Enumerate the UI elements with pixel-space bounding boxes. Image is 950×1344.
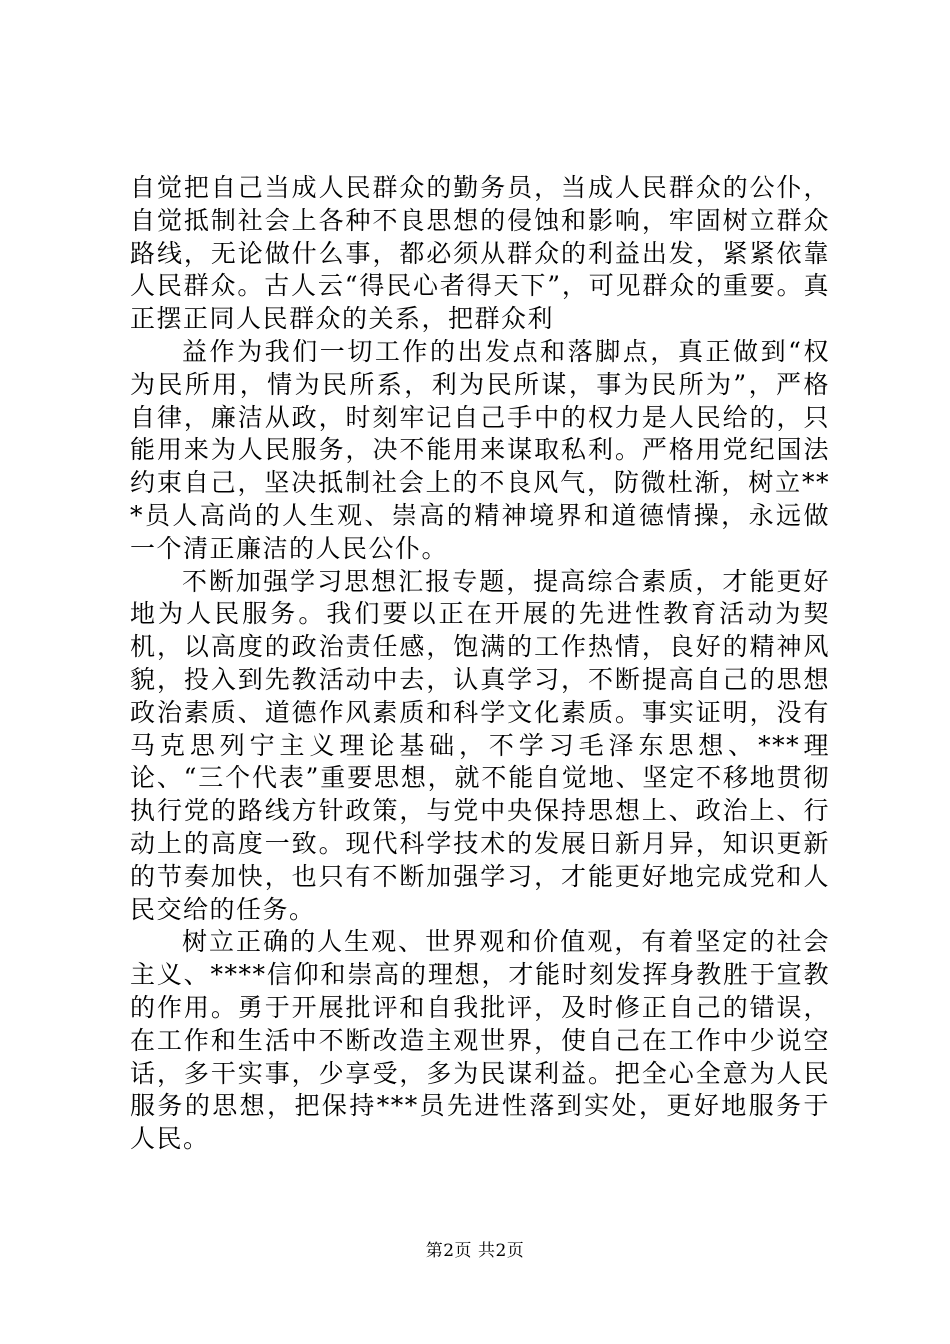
paragraph-1: 自觉把自己当成人民群众的勤务员，当成人民群众的公仆，自觉抵制社会上各种不良思想的侵蚀和影响，牢固树立群众路线，无论做什么事，都必须从群众的利益出发，紧紧依靠人民群众。古人云“得民心者得天下”，可见群众的重要。真正摆正同人民群众的关系，把群众利 [130, 173, 830, 334]
paragraph-3: 不断加强学习思想汇报专题，提高综合素质，才能更好地为人民服务。我们要以正在开展的先进性教育活动为契机，以高度的政治责任感，饱满的工作热情，良好的精神风貌，投入到先教活动中去，认真学习，不断提高自己的思想政治素质、道德作风素质和科学文化素质。事实证明，没有马克思列宁主义理论基础，不学习毛泽东思想、***理论、“三个代表”重要思想，就不能自觉地、坚定不移地贯彻执行党的路线方针政策，与党中央保持思想上、政治上、行动上的高度一致。现代科学技术的发展日新月异，知识更新的节奏加快，也只有不断加强学习，才能更好地完成党和人民交给的任务。 [130, 566, 830, 924]
paragraph-2: 益作为我们一切工作的出发点和落脚点，真正做到“权为民所用，情为民所系，利为民所谋，事为民所为”，严格自律，廉洁从政，时刻牢记自己手中的权力是人民给的，只能用来为人民服务，决不能用来谋取私利。严格用党纪国法约束自己，坚决抵制社会上的不良风气，防微杜渐，树立***员人高尚的人生观、崇高的精神境界和道德情操，永远做一个清正廉洁的人民公仆。 [130, 336, 830, 563]
page-number-footer: 第2页 共2页 [425, 1241, 525, 1261]
paragraph-4: 树立正确的人生观、世界观和价值观，有着坚定的社会主义、****信仰和崇高的理想，才能时刻发挥身教胜于宣教的作用。勇于开展批评和自我批评，及时修正自己的错误，在工作和生活中不断改造主观世界，使自己在工作中少说空话，多干实事，少享受，多为民谋利益。把全心全意为人民服务的思想，把保持***员先进性落到实处，更好地服务于人民。 [130, 927, 830, 1154]
document-body [130, 172, 830, 1156]
